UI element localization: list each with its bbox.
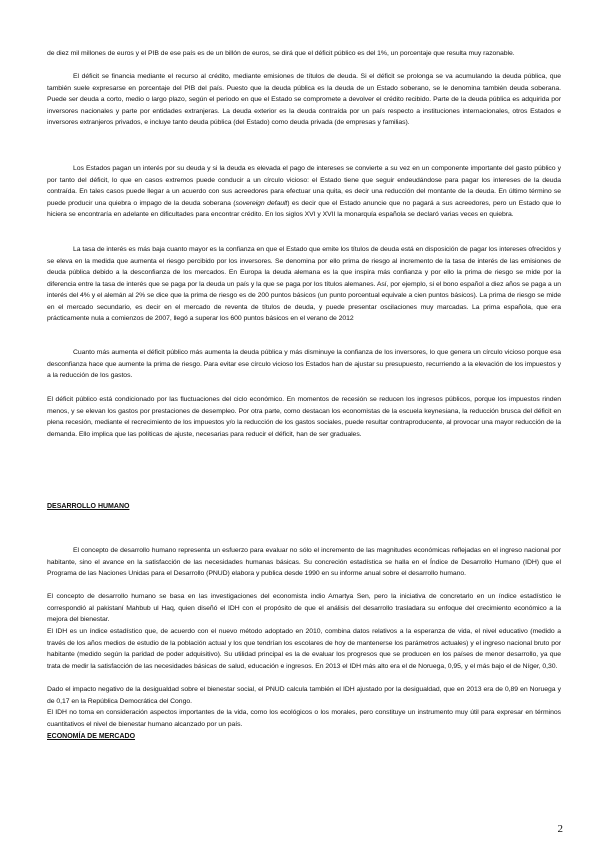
p3-italic-term: sovereign default — [235, 199, 288, 207]
paragraph-deficit-financing: El déficit se financia mediante el recurso al crédito, mediante emisiones de títulos de deuda. Si el déficit se prolonga se va acumulando la deuda pública, que también suele expresarse en porcentaje del PIB del país. Puesto que la deuda pública es la deuda de un Estado soberano, se le denomina también deuda soberana. Puede ser deuda a corto, medio o largo plazo, según el periodo en que el Estado se compromete a devolver el crédito recibido. Parte de la deuda pública es adquirida por inversores nacionales y parte por entidades extranjeras. La deuda exterior es la deuda contraída por un país respecto a instituciones internacionales, otros Estados e inversores extranjeros privados, e incluye tanto deuda pública (del Estado) como deuda privada (de empresas y familias). — [47, 73, 561, 127]
paragraph-amartya-sen: El concepto de desarrollo humano se basa en las investigaciones del economista indio Amartya Sen, pero la iniciativa de concretarlo en un índice estadístico le correspondió al pakistaní Mahbub ul Haq, quien diseñó el IDH con el propósito de que el análisis del desarrollo trasladara su enfoque del crecimiento económico a la mejora del bienestar. — [47, 593, 561, 624]
paragraph-human-development-concept: El concepto de desarrollo humano representa un esfuerzo para evaluar no sólo el incremento de las magnitudes económicas reflejadas en el ingreso nacional por habitante, sino el avance en la satisfacción de las necesidades humanas básicas. Su concreción estadística se halla en el Índice de Desarrollo Humano (IDH) que el Programa de las Naciones Unidas para el Desarrollo (PNUD) elabora y publica desde 1990 en su informe anual sobre el desarrollo humano. — [47, 547, 561, 578]
paragraph-risk-premium: La tasa de interés es más baja cuanto mayor es la confianza en que el Estado que emite los títulos de deuda está en disposición de pagar los intereses ofrecidos y se eleva en la medida que aumenta el riesgo percibido por los inversores. Se denomina por ello prima de riesgo al incremento de la tasa de interés de las emisiones de deuda pública debido a la desconfianza de los mercados. En Europa la deuda alemana es la que inspira más confianza y por ello la prima de riesgo se mide por la diferencia entre la tasa de interés que se paga por la deuda un país y la que se paga por los títulos alemanes. Así, por ejemplo, si el bono español a diez años se paga a un interés del 4% y el alemán al 2% se dice que la prima de riesgo es de 200 puntos básicos (un punto porcentual equivale a cien puntos básicos). La prima de riesgo se mide en el mercado secundario, es decir en el mercado de reventa de títulos de deuda, y puede presentar oscilaciones muy marcadas. La prima española, que era prácticamente nula a comienzos de 2007, llegó a superar los 600 puntos básicos en el verano de 2012 — [47, 246, 561, 323]
heading-desarrollo-humano: DESARROLLO HUMANO — [47, 503, 130, 510]
paragraph-economic-cycle: El déficit público está condicionado por las fluctuaciones del ciclo económico. En momentos de recesión se reducen los ingresos públicos, porque los impuestos rinden menos, y se elevan los gastos por prestaciones de desempleo. Por otra parte, como destacan los economistas de la escuela keynesiana, la reducción brusca del déficit en plena recesión, mediante el recrecimiento de los impuestos y/o la reducción de los gastos sociales, puede resultar contraproducente, al provocar una mayor reducción de la demanda. Ello implica que las políticas de ajuste, necesarias para reducir el déficit, han de ser graduales. — [47, 396, 561, 438]
paragraph-idh-inequality: Dado el impacto negativo de la desigualdad sobre el bienestar social, el PNUD calcula también el IDH ajustado por la desigualdad, que en 2013 era de 0,89 en Noruega y de 0,17 en la República Democrática del Congo. — [47, 686, 561, 705]
paragraph-vicious-circle: Cuanto más aumenta el déficit público más aumenta la deuda pública y más disminuye la confianza de los inversores, lo que genera un círculo vicioso porque esa desconfianza hace que aumente la prima de riesgo. Para evitar ese círculo vicioso los Estados han de ajustar su presupuesto, recurriendo a la elevación de los impuestos y a la reducción de los gastos. — [47, 349, 561, 380]
p3-text-after: ) es decir que el Estado anuncie que no pagará a sus acreedores, pero un Estado que lo hiciera se encontraría en adelante en dificultades para encontrar crédito. En los siglos XVI y XVII la monarquía española se declaró varias veces en quiebra. — [47, 199, 561, 219]
page-number: 2 — [557, 823, 563, 835]
heading-economia-mercado: ECONOMÍA DE MERCADO — [47, 733, 136, 740]
paragraph-idh-definition: El IDH es un índice estadístico que, de acuerdo con el nuevo método adoptado en 2010, combina datos relativos a la esperanza de vida, el nivel educativo (medido a través de los años medios de estudio de la población actual y los que tendrían los escolares de hoy de mantenerse los parámetros actuales) y el ingreso nacional bruto por habitante (medido según la paridad de poder adquisitivo). Su utilidad principal es la de evaluar los progresos que se producen en los países de menor desarrollo, ya que trata de medir la satisfacción de las necesidades básicas de salud, educación e ingresos. En 2013 el IDH más alto era el de Noruega, 0,95, y el más bajo el de Níger, 0,30. — [47, 628, 561, 670]
p3-text-before: Los Estados pagan un interés por su deuda y si la deuda es elevada el pago de intereses se convierte a su vez en un componente importante del gasto público y por tanto del déficit, lo que en casos extremos puede conducir a un círculo vicioso: el Estado tiene que seguir endeudándose para pagar los intereses de la deuda contraída. En tales casos puede llegar a un acuerdo con sus acreedores para efectuar una quita, es decir una reducción del montante de la deuda. En último término se puede producir una quiebra o impago de la deuda soberana ( — [47, 165, 561, 207]
paragraph-deficit-example: de diez mil millones de euros y el PIB de ese país es de un billón de euros, se dirá que el déficit público es del 1%, un porcentaje que resulta muy razonable. — [47, 50, 515, 57]
paragraph-interest-debt — [47, 163, 561, 221]
paragraph-idh-limitations: El IDH no toma en consideración aspectos importantes de la vida, como los ecológicos o los morales, pero constituye un instrumento muy útil para expresar en términos cuantitativos el nivel de bienestar humano alcanzado por un país. — [47, 709, 561, 728]
